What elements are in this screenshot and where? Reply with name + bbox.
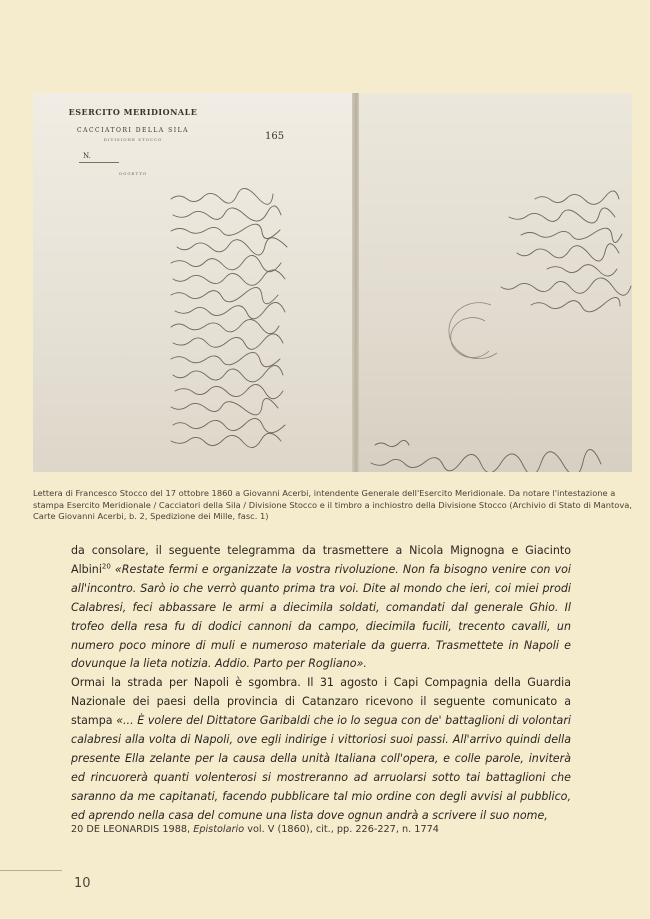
letterhead-number-label: N.: [83, 152, 91, 160]
footer-rule: [0, 870, 62, 871]
letter-right-page: [359, 93, 632, 472]
footnote-number: 20: [71, 824, 84, 835]
footnote-author: DE LEONARDIS 1988,: [86, 824, 191, 835]
main-text: [71, 542, 571, 826]
paragraph-2: [71, 674, 571, 825]
letterhead-title: ESERCITO MERIDIONALE: [68, 107, 198, 117]
footnote-details: vol. V (1860), cit., pp. 226-227, n. 1774: [247, 824, 439, 835]
photo-caption: Lettera di Francesco Stocco del 17 ottobre 1860 a Giovanni Acerbi, intendente Generale dell'Esercito Meridionale. Da notare l'intestazione a stampa Esercito Meridionale / Cacciatori della Sila / Divisione Stocco e il timbro a inchiostro della Divisione Stocco (Archivio di Stato di Mantova, Carte Giovanni Acerbi, b. 2, Spedizione dei Mille, fasc. 1): [33, 488, 633, 522]
letter-photograph: [33, 93, 632, 472]
footnote-work: Epistolario: [193, 824, 245, 835]
page-number: 10: [74, 876, 91, 891]
handwriting-left: [33, 93, 355, 472]
footnote-reference: 20: [101, 562, 111, 571]
paragraph-2-lead: Ormai la strada per Napoli è sgombra. Il 31 agosto i Capi Compagnia della Guardia Nazionale dei paesi della provincia di Catanzaro ricevono il seguente comunicato a stampa: [71, 676, 571, 728]
paragraph-1-lead: da consolare, il seguente telegramma da trasmettere a Nicola Mignogna e Giacinto Albini: [71, 544, 571, 576]
communique-quote: «... È volere del Dittatore Garibaldi che io lo segua con de' battaglioni di volontari calabresi alla volta di Napoli, ove egli indirige i vittoriosi suoi passi. All'arrivo quindi della presente Ella zelante per la causa della unità Italiana coll'opera, e colle parole, inviterà ed rincuorerà quanti volenterosi si mostreranno ad arruolarsi sotto tai battaglioni che saranno da me capitanati, facendo pubblicare tal mio ordine con degli avvisi al pubblico, ed aprendo nella casa del comune una lista dove ognun andrà a scrivere il suo nome,: [71, 714, 572, 822]
archive-folio-number: 165: [265, 131, 285, 142]
letterhead-subject-label: OGGETTO: [118, 171, 148, 176]
letterhead-subtitle: CACCIATORI DELLA SILA: [77, 127, 189, 134]
footnote: [71, 824, 591, 835]
handwriting-right: [359, 93, 632, 472]
letter-left-page: [33, 93, 355, 472]
telegram-quote: «Restate fermi e organizzate la vostra rivoluzione. Non fa bisogno venire con voi all'incontro. Sarò io che verrò quanto prima tra voi. Dite al mondo che ieri, coi miei prodi Calabresi, feci abbassare le armi a diecimila soldati, comandati dal generale Ghio. Il trofeo della resa fu di dodici cannoni da campo, diecimila fucili, trecento cavalli, un numero poco minore di muli e numeroso materiale da guerra. Trasmettete in Napoli e dovunque la lieta notizia. Addio. Parto per Rogliano».: [71, 562, 571, 671]
paragraph-1: [71, 542, 571, 674]
letterhead-division: DIVISIONE STOCCO: [103, 137, 163, 142]
